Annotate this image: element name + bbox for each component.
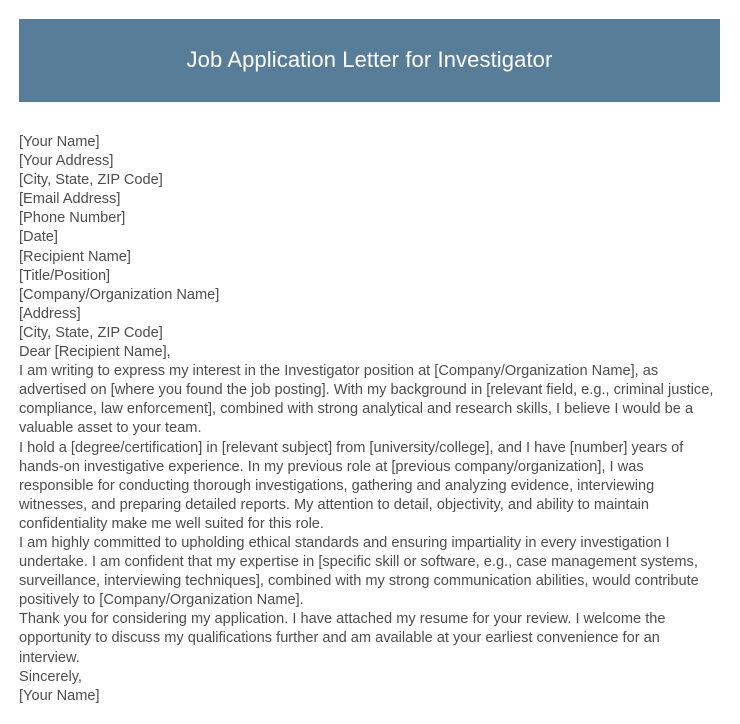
letter-paragraph-2: I hold a [degree/certification] in [relevant subject] from [university/college], and I have [number] years of hands-on investigative experience. In my previous role at [previous company/organization], I was responsible for conducting thorough investigations, gathering and analyzing evidence, interviewing witnesses, and preparing detailed reports. My attention to detail, objectivity, and ability to maintain confidentiality make me well suited for this role.: [19, 439, 684, 532]
letter-paragraph-4: Thank you for considering my application. I have attached my resume for your review. I welcome the opportunity to discuss my qualifications further and am available at your earliest convenience for an interview.: [19, 611, 666, 666]
recipient-line-name: [Recipient Name]: [19, 248, 131, 265]
sender-line-date: [Date]: [19, 229, 58, 246]
page-title: Job Application Letter for Investigator: [186, 47, 553, 73]
letter-header-banner: [19, 19, 720, 102]
letter-body: [19, 133, 718, 706]
recipient-line-address: [Address]: [19, 305, 81, 322]
sender-line-city: [City, State, ZIP Code]: [19, 172, 163, 189]
sender-address-block: [19, 133, 718, 248]
recipient-line-city: [City, State, ZIP Code]: [19, 324, 163, 341]
sender-line-email: [Email Address]: [19, 191, 121, 208]
recipient-line-company: [Company/Organization Name]: [19, 286, 220, 303]
sender-line-name: [Your Name]: [19, 134, 100, 150]
sender-line-phone: [Phone Number]: [19, 210, 126, 227]
signature-name: [Your Name]: [19, 687, 100, 704]
closing-line: Sincerely,: [19, 668, 82, 685]
sender-line-address: [Your Address]: [19, 153, 114, 170]
recipient-address-block: [19, 248, 718, 343]
letter-paragraph-1: I am writing to express my interest in the Investigator position at [Company/Organization Name], as advertised on [where you found the job posting]. With my background in [relevant field, e.g., criminal justice, compliance, law enforcement], combined with strong analytical and research skills, I believe I would be a valuable asset to your team.: [19, 363, 714, 437]
salutation: Dear [Recipient Name],: [19, 344, 171, 361]
recipient-line-title: [Title/Position]: [19, 267, 111, 284]
letter-paragraph-3: I am highly committed to upholding ethical standards and ensuring impartiality in every investigation I undertake. I am confident that my expertise in [specific skill or software, e.g., case management systems, surveillance, interviewing techniques], combined with my strong communication abilities, would contribute positively to [Company/Organization Name].: [19, 534, 699, 609]
